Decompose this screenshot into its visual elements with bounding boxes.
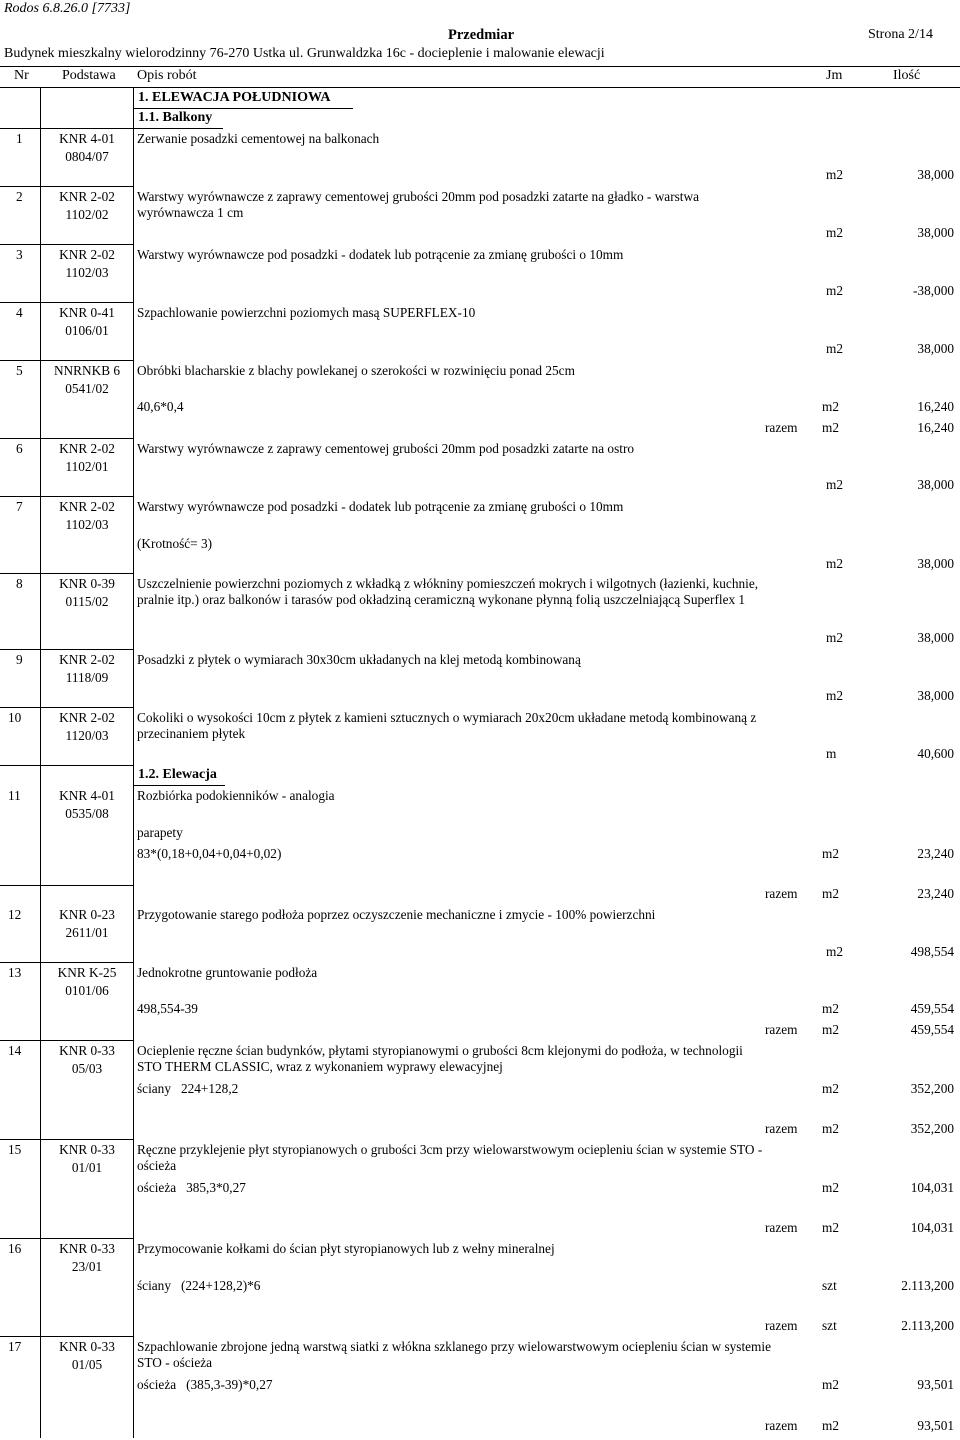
item-code: KNR 0-41 [59, 305, 115, 320]
item-quantity: -38,000 [913, 283, 954, 298]
item-description: Przymocowanie kołkami do ścian płyt styropianowych lub z wełny mineralnej [137, 1241, 555, 1256]
item-calc-quantity: 93,501 [917, 1377, 954, 1392]
item-nr: 13 [8, 965, 22, 980]
item-nr: 16 [8, 1241, 22, 1256]
item-unit: m2 [826, 477, 843, 492]
item-sum-unit: m2 [822, 886, 839, 901]
item-sum-quantity: 352,200 [910, 1121, 954, 1136]
item-quantity: 38,000 [917, 225, 954, 240]
item-code-number: 1102/01 [65, 459, 109, 474]
item-description: Obróbki blacharskie z blachy powlekanej o szerokości w rozwinięciu ponad 25cm [137, 363, 575, 378]
section-1: 1. ELEWACJA POŁUDNIOWA [138, 90, 331, 105]
item-code: KNR 2-02 [59, 189, 115, 204]
app-version: Rodos 6.8.26.0 [7733] [4, 1, 131, 16]
item-calc-quantity: 352,200 [910, 1081, 954, 1096]
item-nr: 12 [8, 907, 22, 922]
item-sum-label: razem [765, 1121, 798, 1136]
item-nr: 7 [16, 499, 23, 514]
item-description: Uszczelnienie powierzchni poziomych z wkładką z włókniny pomieszczeń mokrych i wilgotnych (łazienki, kuchnie, pralnie itp.) oraz balkonów i tarasów pod okładziną ceramiczną wykonane płynną folią uszczelniającą Superflex 1 [137, 576, 759, 607]
item-sum-unit: m2 [822, 1121, 839, 1136]
item-sum-quantity: 23,240 [917, 886, 954, 901]
row-separator [0, 1336, 133, 1337]
item-code-number: 2611/01 [65, 925, 109, 940]
item-nr: 5 [16, 363, 23, 378]
item-sum-quantity: 459,554 [910, 1022, 954, 1037]
item-code: KNR 0-33 [59, 1142, 115, 1157]
item-nr: 3 [16, 247, 23, 262]
item-code: NNRNKB 6 [53, 363, 121, 378]
item-code: KNR 0-33 [59, 1241, 115, 1256]
item-calc-unit: m2 [822, 846, 839, 861]
item-quantity: 38,000 [917, 477, 954, 492]
item-quantity: 40,600 [917, 746, 954, 761]
item-nr: 2 [16, 189, 23, 204]
item-code: KNR 2-02 [59, 710, 115, 725]
row-separator [0, 244, 133, 245]
item-unit: m [826, 746, 837, 761]
section-1-2-rule [133, 785, 225, 786]
item-calc-quantity: 2.113,200 [901, 1278, 954, 1293]
item-description: Szpachlowanie powierzchni poziomych masą SUPERFLEX-10 [137, 305, 476, 320]
item-quantity: 498,554 [910, 944, 954, 959]
item-code-number: 01/01 [71, 1160, 103, 1175]
item-sum-quantity: 93,501 [917, 1418, 954, 1433]
row-separator [0, 1238, 133, 1239]
item-calc-unit: m2 [822, 1180, 839, 1195]
row-separator [0, 765, 133, 766]
item-calc: 498,554-39 [137, 1001, 198, 1016]
item-code-number: 05/03 [71, 1061, 103, 1076]
item-description: Szpachlowanie zbrojone jedną warstwą siatki z włókna szklanego przy wielowarstwowym ociepleniu ścian w systemie STO - ościeża [137, 1339, 771, 1370]
row-separator [0, 885, 133, 886]
item-sum-unit: m2 [822, 1220, 839, 1235]
item-sum-label: razem [765, 420, 798, 435]
row-separator [0, 573, 133, 574]
item-code: KNR 0-23 [59, 907, 115, 922]
item-code-number: 0101/06 [65, 983, 109, 998]
item-code-number: 1102/02 [65, 207, 109, 222]
col-desc: Opis robót [137, 68, 197, 83]
item-nr: 9 [16, 652, 23, 667]
item-code-number: 0541/02 [65, 381, 109, 396]
row-separator [0, 1040, 133, 1041]
item-nr: 17 [8, 1339, 22, 1354]
item-description: Ocieplenie ręczne ścian budynków, płytami styropianowymi o grubości 8cm klejonymi do podłoża, w technologii STO THERM CLASSIC, wraz z wykonaniem wyprawy elewacyjnej [137, 1043, 743, 1074]
item-nr: 4 [16, 305, 23, 320]
rule-basis [133, 88, 134, 1438]
item-sum-quantity: 104,031 [910, 1220, 954, 1235]
item-code-number: 0804/07 [65, 149, 109, 164]
section-1-1-rule [133, 128, 223, 129]
col-qty: Ilość [893, 68, 921, 83]
item-unit: m2 [826, 556, 843, 571]
item-sum-label: razem [765, 1022, 798, 1037]
row-separator [0, 707, 133, 708]
item-description: Jednokrotne gruntowanie podłoża [137, 965, 318, 980]
item-sum-unit: szt [822, 1318, 837, 1333]
item-description: Warstwy wyrównawcze z zaprawy cementowej grubości 20mm pod posadzki zatarte na ostro [137, 441, 635, 456]
item-unit: m2 [826, 225, 843, 240]
item-code: KNR 2-02 [59, 499, 115, 514]
item-sum-label: razem [765, 1220, 798, 1235]
item-unit: m2 [826, 283, 843, 298]
item-quantity: 38,000 [917, 341, 954, 356]
row-separator [0, 186, 133, 187]
item-sum-unit: m2 [822, 420, 839, 435]
item-description: Ręczne przyklejenie płyt styropianowych o grubości 3cm przy wielowarstwowym ociepleniu ścian w systemie STO - ościeża [137, 1142, 763, 1173]
item-calc-quantity: 104,031 [910, 1180, 954, 1195]
item-calc: ościeża (385,3-39)*0,27 [137, 1377, 273, 1392]
section-1-1: 1.1. Balkony [138, 110, 213, 125]
item-description: Warstwy wyrównawcze pod posadzki - dodatek lub potrącenie za zmianę grubości o 10mm [137, 247, 624, 262]
item-calc: ościeża 385,3*0,27 [137, 1180, 246, 1195]
col-nr: Nr [14, 68, 29, 83]
item-description: Zerwanie posadzki cementowej na balkonach [137, 131, 380, 146]
item-code: KNR 0-33 [59, 1043, 115, 1058]
building-title: Budynek mieszkalny wielorodzinny 76-270 Ustka ul. Grunwaldzka 16c - docieplenie i malowanie elewacji [4, 46, 605, 61]
item-calc: ściany 224+128,2 [137, 1081, 239, 1096]
item-unit: m2 [826, 944, 843, 959]
item-description: Warstwy wyrównawcze pod posadzki - dodatek lub potrącenie za zmianę grubości o 10mm [137, 499, 624, 514]
col-basis: Podstawa [62, 68, 116, 83]
item-note: parapety [137, 825, 183, 840]
item-unit: m2 [826, 167, 843, 182]
item-calc: ściany (224+128,2)*6 [137, 1278, 261, 1293]
item-code: KNR 0-33 [59, 1339, 115, 1354]
item-calc-unit: m2 [822, 1081, 839, 1096]
item-description: Warstwy wyrównawcze z zaprawy cementowej grubości 20mm pod posadzki zatarte na gładko - warstwa wyrównawcza 1 cm [137, 189, 699, 220]
item-sum-quantity: 2.113,200 [901, 1318, 954, 1333]
item-description: Cokoliki o wysokości 10cm z płytek z kamieni sztucznych o wymiarach 20x20cm układane metodą kombinowaną z przecinaniem płytek [137, 710, 757, 741]
item-sum-label: razem [765, 886, 798, 901]
row-separator [0, 302, 133, 303]
page-number: Strona 2/14 [868, 27, 933, 42]
item-code: KNR 2-02 [59, 652, 115, 667]
header-rule-top [0, 66, 960, 67]
item-code: KNR 2-02 [59, 441, 115, 456]
row-separator [0, 496, 133, 497]
item-code: KNR 2-02 [59, 247, 115, 262]
item-nr: 6 [16, 441, 23, 456]
item-code-number: 1102/03 [65, 265, 109, 280]
item-nr: 15 [8, 1142, 22, 1157]
section-1-2: 1.2. Elewacja [138, 767, 217, 782]
item-unit: m2 [826, 341, 843, 356]
item-quantity: 38,000 [917, 630, 954, 645]
doc-title: Przedmiar [448, 27, 515, 43]
item-sum-unit: m2 [822, 1418, 839, 1433]
item-code-number: 1102/03 [65, 517, 109, 532]
item-calc-unit: m2 [822, 1377, 839, 1392]
item-nr: 14 [8, 1043, 22, 1058]
item-code-number: 01/05 [71, 1357, 103, 1372]
item-code-number: 0115/02 [65, 594, 109, 609]
item-code: KNR 0-39 [59, 576, 115, 591]
row-separator [0, 962, 133, 963]
item-code-number: 1118/09 [65, 670, 109, 685]
item-sum-label: razem [765, 1418, 798, 1433]
item-code-number: 0535/08 [65, 806, 109, 821]
item-unit: m2 [826, 630, 843, 645]
section-1-rule [133, 108, 353, 109]
row-separator [0, 649, 133, 650]
row-separator [0, 128, 133, 129]
item-description: Rozbiórka podokienników - analogia [137, 788, 335, 803]
item-sum-quantity: 16,240 [917, 420, 954, 435]
item-code: KNR 4-01 [59, 788, 115, 803]
item-nr: 1 [16, 131, 23, 146]
item-nr: 11 [8, 788, 21, 803]
item-calc: 40,6*0,4 [137, 399, 184, 414]
item-calc-quantity: 16,240 [917, 399, 954, 414]
item-calc: 83*(0,18+0,04+0,04+0,02) [137, 846, 282, 861]
item-nr: 10 [8, 710, 22, 725]
item-note: (Krotność= 3) [137, 536, 213, 551]
header-rule-bottom [0, 87, 960, 88]
item-quantity: 38,000 [917, 556, 954, 571]
item-code-number: 1120/03 [65, 728, 109, 743]
item-code: KNR K-25 [57, 965, 117, 980]
item-calc-unit: m2 [822, 1001, 839, 1016]
item-code: KNR 4-01 [59, 131, 115, 146]
item-quantity: 38,000 [917, 167, 954, 182]
item-unit: m2 [826, 688, 843, 703]
item-sum-label: razem [765, 1318, 798, 1333]
item-nr: 8 [16, 576, 23, 591]
rule-nr [40, 88, 41, 1438]
item-description: Posadzki z płytek o wymiarach 30x30cm układanych na klej metodą kombinowaną [137, 652, 581, 667]
item-sum-unit: m2 [822, 1022, 839, 1037]
col-unit: Jm [826, 68, 843, 83]
item-code-number: 0106/01 [65, 323, 109, 338]
item-calc-unit: m2 [822, 399, 839, 414]
item-code-number: 23/01 [71, 1259, 103, 1274]
row-separator [0, 438, 133, 439]
item-calc-quantity: 459,554 [910, 1001, 954, 1016]
item-description: Przygotowanie starego podłoża poprzez oczyszczenie mechaniczne i zmycie - 100% powierzchni [137, 907, 656, 922]
item-quantity: 38,000 [917, 688, 954, 703]
item-calc-quantity: 23,240 [917, 846, 954, 861]
row-separator [0, 1139, 133, 1140]
item-calc-unit: szt [822, 1278, 837, 1293]
row-separator [0, 360, 133, 361]
